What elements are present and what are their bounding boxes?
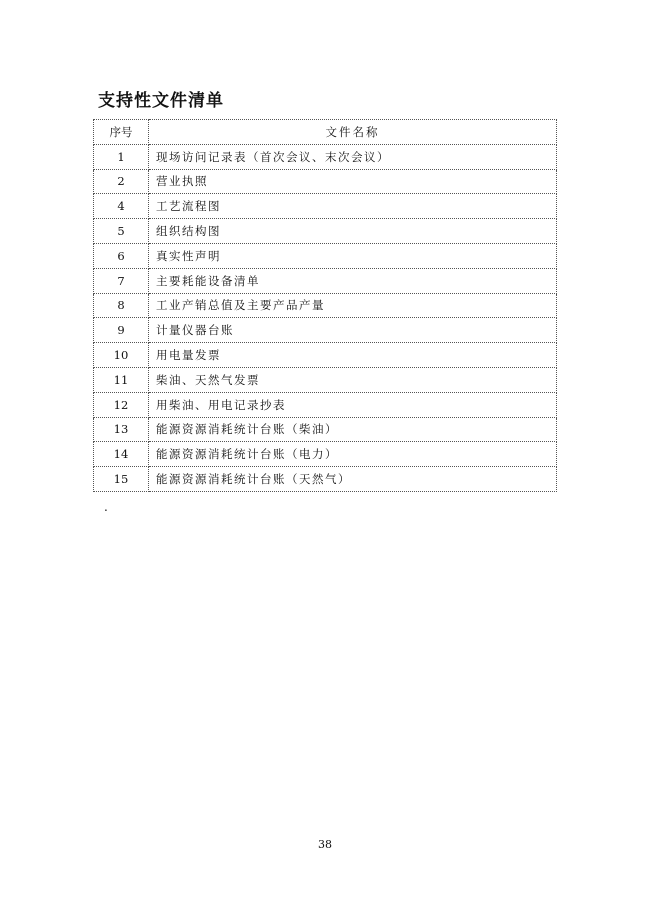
row-index-cell: 9 [94, 318, 149, 343]
row-document-name-cell: 主要耗能设备清单 [149, 268, 557, 293]
row-document-name-cell: 能源资源消耗统计台账（天然气） [149, 467, 557, 492]
table-row [94, 293, 557, 318]
row-document-name-cell: 真实性声明 [149, 243, 557, 268]
row-index-cell: 15 [94, 467, 149, 492]
row-index-cell: 14 [94, 442, 149, 467]
row-index-cell: 4 [94, 194, 149, 219]
column-header-name: 文件名称 [149, 120, 557, 145]
table-row [94, 343, 557, 368]
trailing-mark: . [104, 500, 108, 514]
table-row [94, 219, 557, 244]
row-document-name-cell: 用柴油、用电记录抄表 [149, 392, 557, 417]
table-row [94, 318, 557, 343]
row-document-name-cell: 柴油、天然气发票 [149, 367, 557, 392]
row-document-name-cell: 计量仪器台账 [149, 318, 557, 343]
row-document-name-cell: 现场访问记录表（首次会议、末次会议） [149, 144, 557, 169]
table-row [94, 417, 557, 442]
table-header-row [94, 120, 557, 145]
table-row [94, 144, 557, 169]
page-title: 支持性文件清单 [98, 91, 224, 111]
table-body [94, 144, 557, 491]
row-document-name-cell: 工业产销总值及主要产品产量 [149, 293, 557, 318]
table-row [94, 268, 557, 293]
row-index-cell: 7 [94, 268, 149, 293]
table-row [94, 243, 557, 268]
row-index-cell: 13 [94, 417, 149, 442]
row-index-cell: 8 [94, 293, 149, 318]
table-row [94, 467, 557, 492]
row-index-cell: 11 [94, 367, 149, 392]
row-document-name-cell: 营业执照 [149, 169, 557, 194]
row-document-name-cell: 工艺流程图 [149, 194, 557, 219]
row-document-name-cell: 组织结构图 [149, 219, 557, 244]
row-index-cell: 5 [94, 219, 149, 244]
table-row [94, 442, 557, 467]
row-index-cell: 12 [94, 392, 149, 417]
row-index-cell: 6 [94, 243, 149, 268]
table-row [94, 194, 557, 219]
column-header-index: 序号 [94, 120, 149, 145]
row-index-cell: 10 [94, 343, 149, 368]
row-index-cell: 2 [94, 169, 149, 194]
row-document-name-cell: 用电量发票 [149, 343, 557, 368]
table-row [94, 169, 557, 194]
page-number: 38 [318, 838, 332, 851]
row-document-name-cell: 能源资源消耗统计台账（柴油） [149, 417, 557, 442]
row-index-cell: 1 [94, 144, 149, 169]
table-row [94, 392, 557, 417]
row-document-name-cell: 能源资源消耗统计台账（电力） [149, 442, 557, 467]
table-row [94, 367, 557, 392]
supporting-documents-table [93, 119, 557, 492]
